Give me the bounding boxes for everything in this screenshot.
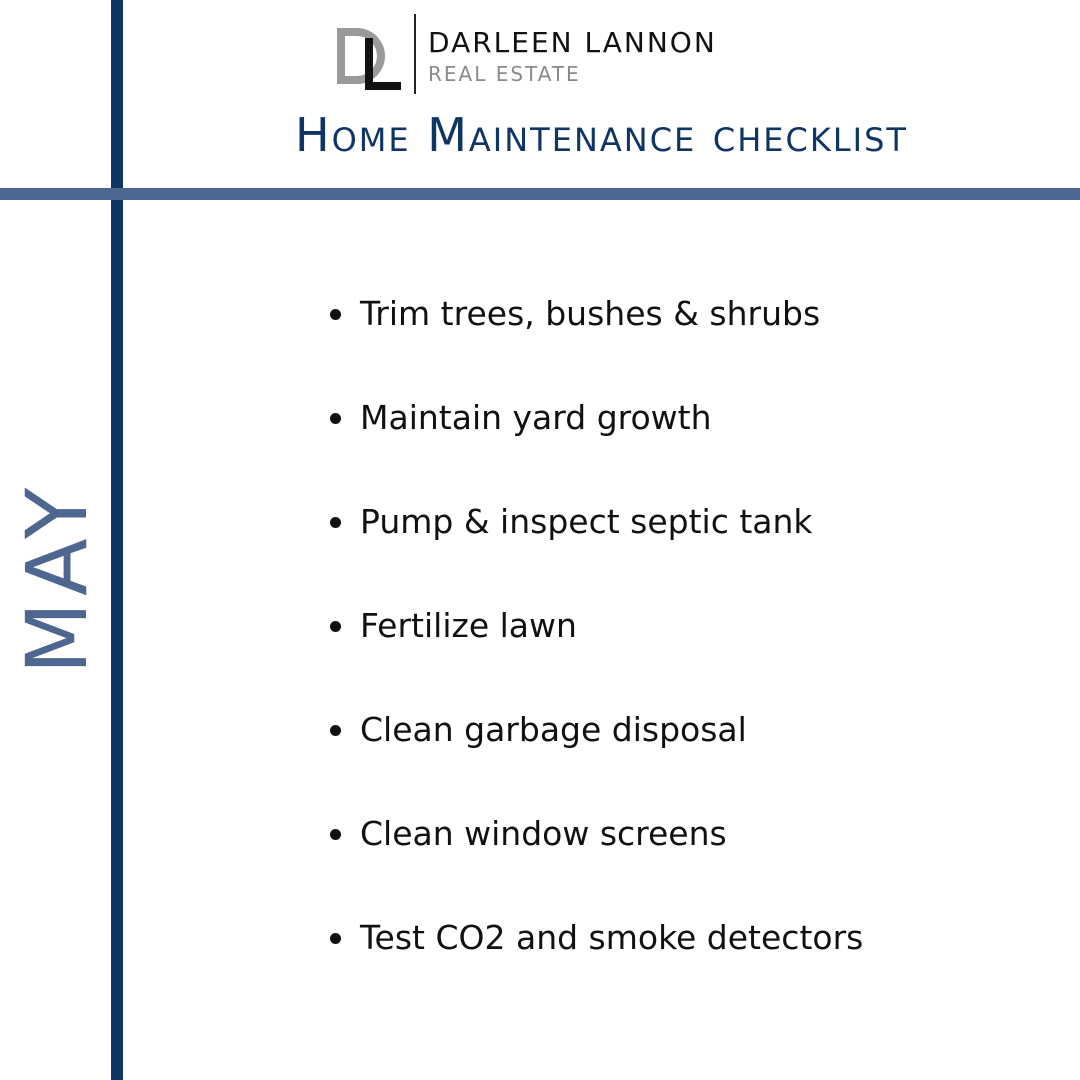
- checklist-item-text: Fertilize lawn: [360, 606, 577, 645]
- month-label: MAY: [8, 481, 106, 675]
- bullet-icon: [330, 829, 341, 840]
- logo-divider: [414, 14, 416, 94]
- bullet-icon: [330, 933, 341, 944]
- brand-name: DARLEEN LANNON: [428, 26, 717, 59]
- checklist-item: [330, 912, 890, 964]
- dl-monogram-icon: [335, 24, 405, 94]
- checklist-item: [330, 496, 890, 548]
- checklist-item-text: Clean window screens: [360, 814, 727, 853]
- checklist-item-text: Test CO2 and smoke detectors: [360, 918, 864, 957]
- checklist-item: [330, 704, 890, 756]
- checklist-item: [330, 600, 890, 652]
- checklist-item-text: Clean garbage disposal: [360, 710, 747, 749]
- vertical-divider: [111, 0, 123, 1080]
- page-title: Home Maintenance checklist: [295, 108, 908, 162]
- bullet-icon: [330, 621, 341, 632]
- brand-logo: [335, 14, 835, 94]
- checklist-item-text: Maintain yard growth: [360, 398, 712, 437]
- bullet-icon: [330, 309, 341, 320]
- checklist-item-text: Trim trees, bushes & shrubs: [360, 294, 821, 333]
- bullet-icon: [330, 517, 341, 528]
- brand-subtitle: REAL ESTATE: [428, 62, 581, 86]
- horizontal-divider: [0, 188, 1080, 200]
- checklist-item: [330, 808, 890, 860]
- checklist: [330, 288, 890, 1016]
- bullet-icon: [330, 413, 341, 424]
- bullet-icon: [330, 725, 341, 736]
- checklist-item: [330, 392, 890, 444]
- checklist-item: [330, 288, 890, 340]
- checklist-item-text: Pump & inspect septic tank: [360, 502, 813, 541]
